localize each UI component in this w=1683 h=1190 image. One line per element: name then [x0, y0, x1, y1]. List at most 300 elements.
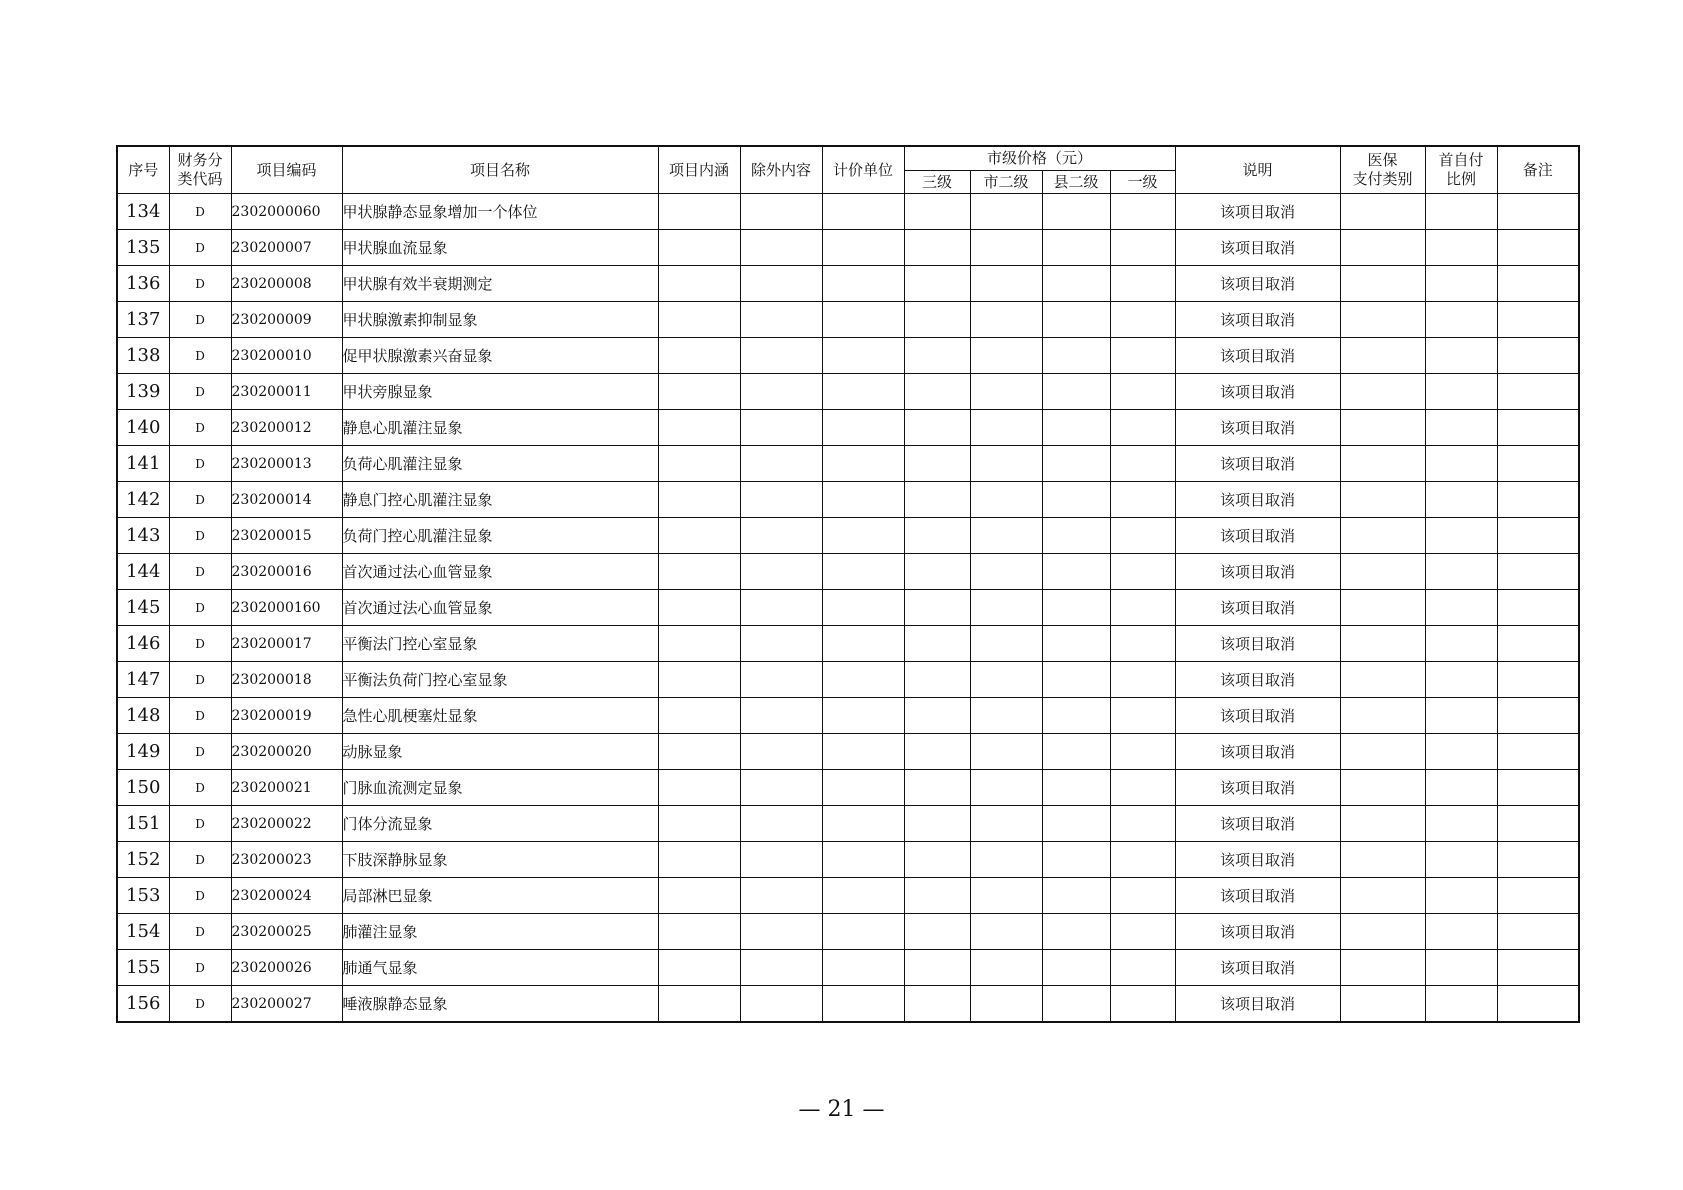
table-row [117, 554, 1579, 590]
cell-fin-code: D [169, 194, 231, 230]
cell-price-level3 [904, 698, 970, 734]
cell-insurance-type [1340, 554, 1425, 590]
cell-price-county-level2 [1042, 770, 1110, 806]
cell-item-code: 230200016 [231, 554, 342, 590]
cell-insurance-type [1340, 626, 1425, 662]
cell-price-city-level2 [970, 230, 1042, 266]
cell-self-pay-ratio [1425, 734, 1497, 770]
cell-insurance-type [1340, 950, 1425, 986]
cell-fin-code: D [169, 950, 231, 986]
cell-explanation: 该项目取消 [1175, 518, 1340, 554]
cell-seq: 136 [117, 266, 169, 302]
cell-insurance-type [1340, 266, 1425, 302]
cell-price-level3 [904, 554, 970, 590]
cell-remarks [1497, 770, 1579, 806]
cell-connotation [658, 626, 740, 662]
cell-insurance-type [1340, 662, 1425, 698]
cell-self-pay-ratio [1425, 338, 1497, 374]
table-row [117, 446, 1579, 482]
cell-fin-code: D [169, 842, 231, 878]
cell-unit [822, 590, 904, 626]
cell-seq: 146 [117, 626, 169, 662]
cell-price-county-level2 [1042, 230, 1110, 266]
cell-connotation [658, 590, 740, 626]
cell-price-county-level2 [1042, 590, 1110, 626]
cell-price-city-level2 [970, 446, 1042, 482]
cell-item-code: 230200015 [231, 518, 342, 554]
cell-insurance-type [1340, 842, 1425, 878]
cell-item-name: 甲状腺激素抑制显象 [342, 302, 658, 338]
cell-price-level1 [1110, 338, 1175, 374]
cell-item-code: 230200027 [231, 986, 342, 1023]
cell-exclusion [740, 230, 822, 266]
cell-item-code: 230200007 [231, 230, 342, 266]
cell-exclusion [740, 698, 822, 734]
cell-unit [822, 770, 904, 806]
cell-price-level1 [1110, 770, 1175, 806]
cell-price-city-level2 [970, 338, 1042, 374]
cell-price-county-level2 [1042, 302, 1110, 338]
header-insurance-line1: 医保 [1367, 151, 1398, 169]
cell-insurance-type [1340, 302, 1425, 338]
cell-explanation: 该项目取消 [1175, 446, 1340, 482]
cell-price-level3 [904, 770, 970, 806]
header-city-level2: 市二级 [970, 171, 1042, 194]
cell-item-name: 负荷心肌灌注显象 [342, 446, 658, 482]
cell-connotation [658, 806, 740, 842]
cell-item-name: 动脉显象 [342, 734, 658, 770]
cell-remarks [1497, 590, 1579, 626]
page-number: — 21 — [798, 1097, 885, 1122]
cell-price-city-level2 [970, 410, 1042, 446]
cell-connotation [658, 950, 740, 986]
cell-price-level1 [1110, 662, 1175, 698]
cell-insurance-type [1340, 734, 1425, 770]
cell-unit [822, 878, 904, 914]
cell-self-pay-ratio [1425, 950, 1497, 986]
cell-price-city-level2 [970, 770, 1042, 806]
cell-exclusion [740, 410, 822, 446]
cell-item-name: 首次通过法心血管显象 [342, 590, 658, 626]
cell-price-level1 [1110, 698, 1175, 734]
cell-price-county-level2 [1042, 410, 1110, 446]
cell-item-name: 局部淋巴显象 [342, 878, 658, 914]
cell-connotation [658, 410, 740, 446]
cell-price-level3 [904, 518, 970, 554]
table-row [117, 986, 1579, 1023]
cell-seq: 145 [117, 590, 169, 626]
table-row [117, 770, 1579, 806]
cell-price-level3 [904, 590, 970, 626]
table-row [117, 914, 1579, 950]
cell-seq: 151 [117, 806, 169, 842]
cell-price-county-level2 [1042, 806, 1110, 842]
cell-price-county-level2 [1042, 374, 1110, 410]
cell-item-name: 甲状腺静态显象增加一个体位 [342, 194, 658, 230]
cell-exclusion [740, 302, 822, 338]
cell-self-pay-ratio [1425, 914, 1497, 950]
cell-connotation [658, 734, 740, 770]
cell-explanation: 该项目取消 [1175, 986, 1340, 1023]
cell-price-level1 [1110, 626, 1175, 662]
cell-explanation: 该项目取消 [1175, 410, 1340, 446]
cell-price-level1 [1110, 302, 1175, 338]
cell-price-county-level2 [1042, 662, 1110, 698]
cell-unit [822, 698, 904, 734]
cell-item-code: 230200018 [231, 662, 342, 698]
cell-item-name: 甲状腺有效半衰期测定 [342, 266, 658, 302]
cell-remarks [1497, 842, 1579, 878]
cell-insurance-type [1340, 446, 1425, 482]
cell-item-name: 平衡法门控心室显象 [342, 626, 658, 662]
cell-explanation: 该项目取消 [1175, 950, 1340, 986]
cell-insurance-type [1340, 338, 1425, 374]
header-county-level2: 县二级 [1042, 171, 1110, 194]
cell-seq: 134 [117, 194, 169, 230]
cell-self-pay-ratio [1425, 518, 1497, 554]
cell-explanation: 该项目取消 [1175, 266, 1340, 302]
cell-unit [822, 374, 904, 410]
cell-fin-code: D [169, 914, 231, 950]
table-row [117, 410, 1579, 446]
cell-self-pay-ratio [1425, 482, 1497, 518]
header-fin-code [169, 146, 231, 194]
cell-connotation [658, 554, 740, 590]
cell-price-level3 [904, 950, 970, 986]
cell-self-pay-ratio [1425, 626, 1497, 662]
header-unit: 计价单位 [822, 146, 904, 194]
cell-fin-code: D [169, 770, 231, 806]
cell-remarks [1497, 338, 1579, 374]
cell-explanation: 该项目取消 [1175, 842, 1340, 878]
cell-price-level3 [904, 266, 970, 302]
cell-price-level1 [1110, 734, 1175, 770]
cell-remarks [1497, 986, 1579, 1023]
cell-self-pay-ratio [1425, 446, 1497, 482]
table-row [117, 698, 1579, 734]
cell-connotation [658, 770, 740, 806]
cell-exclusion [740, 518, 822, 554]
cell-exclusion [740, 554, 822, 590]
cell-remarks [1497, 302, 1579, 338]
cell-price-level3 [904, 338, 970, 374]
cell-insurance-type [1340, 878, 1425, 914]
cell-price-county-level2 [1042, 734, 1110, 770]
cell-price-county-level2 [1042, 914, 1110, 950]
cell-remarks [1497, 410, 1579, 446]
header-self-pay-ratio [1425, 146, 1497, 194]
cell-connotation [658, 842, 740, 878]
cell-item-name: 肺通气显象 [342, 950, 658, 986]
cell-remarks [1497, 662, 1579, 698]
cell-exclusion [740, 806, 822, 842]
cell-price-city-level2 [970, 914, 1042, 950]
cell-seq: 144 [117, 554, 169, 590]
cell-insurance-type [1340, 590, 1425, 626]
table-row [117, 374, 1579, 410]
cell-price-city-level2 [970, 950, 1042, 986]
cell-fin-code: D [169, 590, 231, 626]
table-row [117, 878, 1579, 914]
cell-price-county-level2 [1042, 554, 1110, 590]
cell-seq: 137 [117, 302, 169, 338]
cell-fin-code: D [169, 266, 231, 302]
cell-connotation [658, 518, 740, 554]
cell-explanation: 该项目取消 [1175, 590, 1340, 626]
cell-insurance-type [1340, 194, 1425, 230]
cell-exclusion [740, 914, 822, 950]
cell-price-level1 [1110, 914, 1175, 950]
cell-connotation [658, 338, 740, 374]
cell-item-code: 230200014 [231, 482, 342, 518]
header-item-name: 项目名称 [342, 146, 658, 194]
cell-insurance-type [1340, 698, 1425, 734]
cell-exclusion [740, 626, 822, 662]
cell-price-city-level2 [970, 698, 1042, 734]
cell-explanation: 该项目取消 [1175, 482, 1340, 518]
cell-fin-code: D [169, 518, 231, 554]
cell-price-level3 [904, 806, 970, 842]
cell-self-pay-ratio [1425, 842, 1497, 878]
cell-remarks [1497, 734, 1579, 770]
header-connotation: 项目内涵 [658, 146, 740, 194]
cell-unit [822, 302, 904, 338]
cell-item-code: 230200012 [231, 410, 342, 446]
cell-remarks [1497, 374, 1579, 410]
cell-price-county-level2 [1042, 698, 1110, 734]
cell-fin-code: D [169, 806, 231, 842]
cell-item-name: 门体分流显象 [342, 806, 658, 842]
cell-connotation [658, 302, 740, 338]
cell-price-county-level2 [1042, 518, 1110, 554]
cell-price-level1 [1110, 590, 1175, 626]
cell-seq: 152 [117, 842, 169, 878]
table-row [117, 338, 1579, 374]
table-row [117, 662, 1579, 698]
cell-fin-code: D [169, 302, 231, 338]
cell-connotation [658, 914, 740, 950]
cell-price-city-level2 [970, 662, 1042, 698]
cell-fin-code: D [169, 554, 231, 590]
cell-insurance-type [1340, 518, 1425, 554]
cell-item-code: 230200023 [231, 842, 342, 878]
cell-unit [822, 806, 904, 842]
cell-item-name: 静息心肌灌注显象 [342, 410, 658, 446]
cell-price-city-level2 [970, 518, 1042, 554]
cell-item-name: 平衡法负荷门控心室显象 [342, 662, 658, 698]
cell-price-city-level2 [970, 806, 1042, 842]
cell-item-name: 急性心肌梗塞灶显象 [342, 698, 658, 734]
cell-item-name: 门脉血流测定显象 [342, 770, 658, 806]
cell-seq: 135 [117, 230, 169, 266]
cell-self-pay-ratio [1425, 806, 1497, 842]
cell-price-level1 [1110, 986, 1175, 1023]
cell-unit [822, 662, 904, 698]
cell-fin-code: D [169, 410, 231, 446]
cell-fin-code: D [169, 374, 231, 410]
cell-exclusion [740, 662, 822, 698]
cell-unit [822, 266, 904, 302]
cell-explanation: 该项目取消 [1175, 878, 1340, 914]
header-seq: 序号 [117, 146, 169, 194]
cell-item-name: 静息门控心肌灌注显象 [342, 482, 658, 518]
cell-remarks [1497, 230, 1579, 266]
cell-remarks [1497, 446, 1579, 482]
cell-connotation [658, 662, 740, 698]
cell-insurance-type [1340, 770, 1425, 806]
cell-unit [822, 194, 904, 230]
cell-self-pay-ratio [1425, 410, 1497, 446]
cell-price-level3 [904, 662, 970, 698]
cell-remarks [1497, 482, 1579, 518]
cell-price-level3 [904, 482, 970, 518]
cell-seq: 150 [117, 770, 169, 806]
cell-exclusion [740, 446, 822, 482]
cell-explanation: 该项目取消 [1175, 626, 1340, 662]
cell-remarks [1497, 554, 1579, 590]
cell-seq: 138 [117, 338, 169, 374]
cell-item-code: 230200022 [231, 806, 342, 842]
cell-item-code: 230200017 [231, 626, 342, 662]
cell-seq: 140 [117, 410, 169, 446]
cell-exclusion [740, 842, 822, 878]
header-insurance-type [1340, 146, 1425, 194]
cell-explanation: 该项目取消 [1175, 194, 1340, 230]
cell-price-level3 [904, 194, 970, 230]
header-explanation: 说明 [1175, 146, 1340, 194]
cell-price-level3 [904, 626, 970, 662]
cell-item-code: 230200009 [231, 302, 342, 338]
cell-fin-code: D [169, 986, 231, 1023]
cell-fin-code: D [169, 230, 231, 266]
cell-self-pay-ratio [1425, 554, 1497, 590]
cell-connotation [658, 986, 740, 1023]
cell-exclusion [740, 770, 822, 806]
cell-seq: 147 [117, 662, 169, 698]
header-exclusion: 除外内容 [740, 146, 822, 194]
cell-seq: 142 [117, 482, 169, 518]
cell-seq: 155 [117, 950, 169, 986]
cell-item-code: 230200025 [231, 914, 342, 950]
cell-seq: 143 [117, 518, 169, 554]
table-row [117, 734, 1579, 770]
header-level3: 三级 [904, 171, 970, 194]
cell-price-county-level2 [1042, 338, 1110, 374]
cell-price-level3 [904, 410, 970, 446]
cell-price-level1 [1110, 842, 1175, 878]
cell-connotation [658, 446, 740, 482]
cell-unit [822, 518, 904, 554]
cell-item-name: 唾液腺静态显象 [342, 986, 658, 1023]
cell-explanation: 该项目取消 [1175, 806, 1340, 842]
header-self-pay-line2: 比例 [1446, 170, 1477, 188]
table-row [117, 266, 1579, 302]
cell-exclusion [740, 878, 822, 914]
cell-insurance-type [1340, 230, 1425, 266]
cell-price-city-level2 [970, 842, 1042, 878]
cell-item-code: 230200013 [231, 446, 342, 482]
cell-price-city-level2 [970, 194, 1042, 230]
cell-price-level1 [1110, 266, 1175, 302]
cell-exclusion [740, 734, 822, 770]
cell-remarks [1497, 194, 1579, 230]
table-row [117, 482, 1579, 518]
cell-seq: 148 [117, 698, 169, 734]
cell-insurance-type [1340, 482, 1425, 518]
header-fin-code-line2: 类代码 [177, 170, 223, 188]
cell-explanation: 该项目取消 [1175, 914, 1340, 950]
cell-exclusion [740, 374, 822, 410]
cell-explanation: 该项目取消 [1175, 302, 1340, 338]
cell-price-level3 [904, 914, 970, 950]
cell-price-city-level2 [970, 482, 1042, 518]
cell-self-pay-ratio [1425, 698, 1497, 734]
cell-fin-code: D [169, 734, 231, 770]
table-row [117, 806, 1579, 842]
cell-insurance-type [1340, 986, 1425, 1023]
cell-insurance-type [1340, 410, 1425, 446]
cell-price-county-level2 [1042, 446, 1110, 482]
cell-item-code: 230200026 [231, 950, 342, 986]
cell-item-name: 负荷门控心肌灌注显象 [342, 518, 658, 554]
cell-price-city-level2 [970, 374, 1042, 410]
cell-price-level3 [904, 734, 970, 770]
cell-exclusion [740, 590, 822, 626]
cell-connotation [658, 230, 740, 266]
cell-item-code: 2302000060 [231, 194, 342, 230]
cell-unit [822, 482, 904, 518]
cell-price-city-level2 [970, 266, 1042, 302]
cell-price-level3 [904, 446, 970, 482]
cell-self-pay-ratio [1425, 266, 1497, 302]
cell-explanation: 该项目取消 [1175, 734, 1340, 770]
cell-item-code: 230200008 [231, 266, 342, 302]
cell-exclusion [740, 950, 822, 986]
header-level1: 一级 [1110, 171, 1175, 194]
cell-seq: 153 [117, 878, 169, 914]
cell-self-pay-ratio [1425, 590, 1497, 626]
cell-price-level1 [1110, 482, 1175, 518]
cell-price-city-level2 [970, 554, 1042, 590]
cell-exclusion [740, 482, 822, 518]
cell-price-level1 [1110, 554, 1175, 590]
cell-connotation [658, 266, 740, 302]
cell-connotation [658, 698, 740, 734]
cell-exclusion [740, 266, 822, 302]
cell-connotation [658, 194, 740, 230]
cell-remarks [1497, 950, 1579, 986]
cell-fin-code: D [169, 626, 231, 662]
cell-price-level1 [1110, 410, 1175, 446]
cell-connotation [658, 374, 740, 410]
table-row [117, 230, 1579, 266]
cell-price-level1 [1110, 230, 1175, 266]
cell-remarks [1497, 698, 1579, 734]
cell-fin-code: D [169, 662, 231, 698]
cell-connotation [658, 878, 740, 914]
cell-price-county-level2 [1042, 194, 1110, 230]
cell-price-level1 [1110, 950, 1175, 986]
cell-unit [822, 410, 904, 446]
cell-price-county-level2 [1042, 266, 1110, 302]
table-row [117, 950, 1579, 986]
cell-price-city-level2 [970, 986, 1042, 1023]
cell-item-name: 首次通过法心血管显象 [342, 554, 658, 590]
cell-item-code: 230200010 [231, 338, 342, 374]
cell-price-county-level2 [1042, 950, 1110, 986]
cell-price-level3 [904, 986, 970, 1023]
cell-self-pay-ratio [1425, 986, 1497, 1023]
